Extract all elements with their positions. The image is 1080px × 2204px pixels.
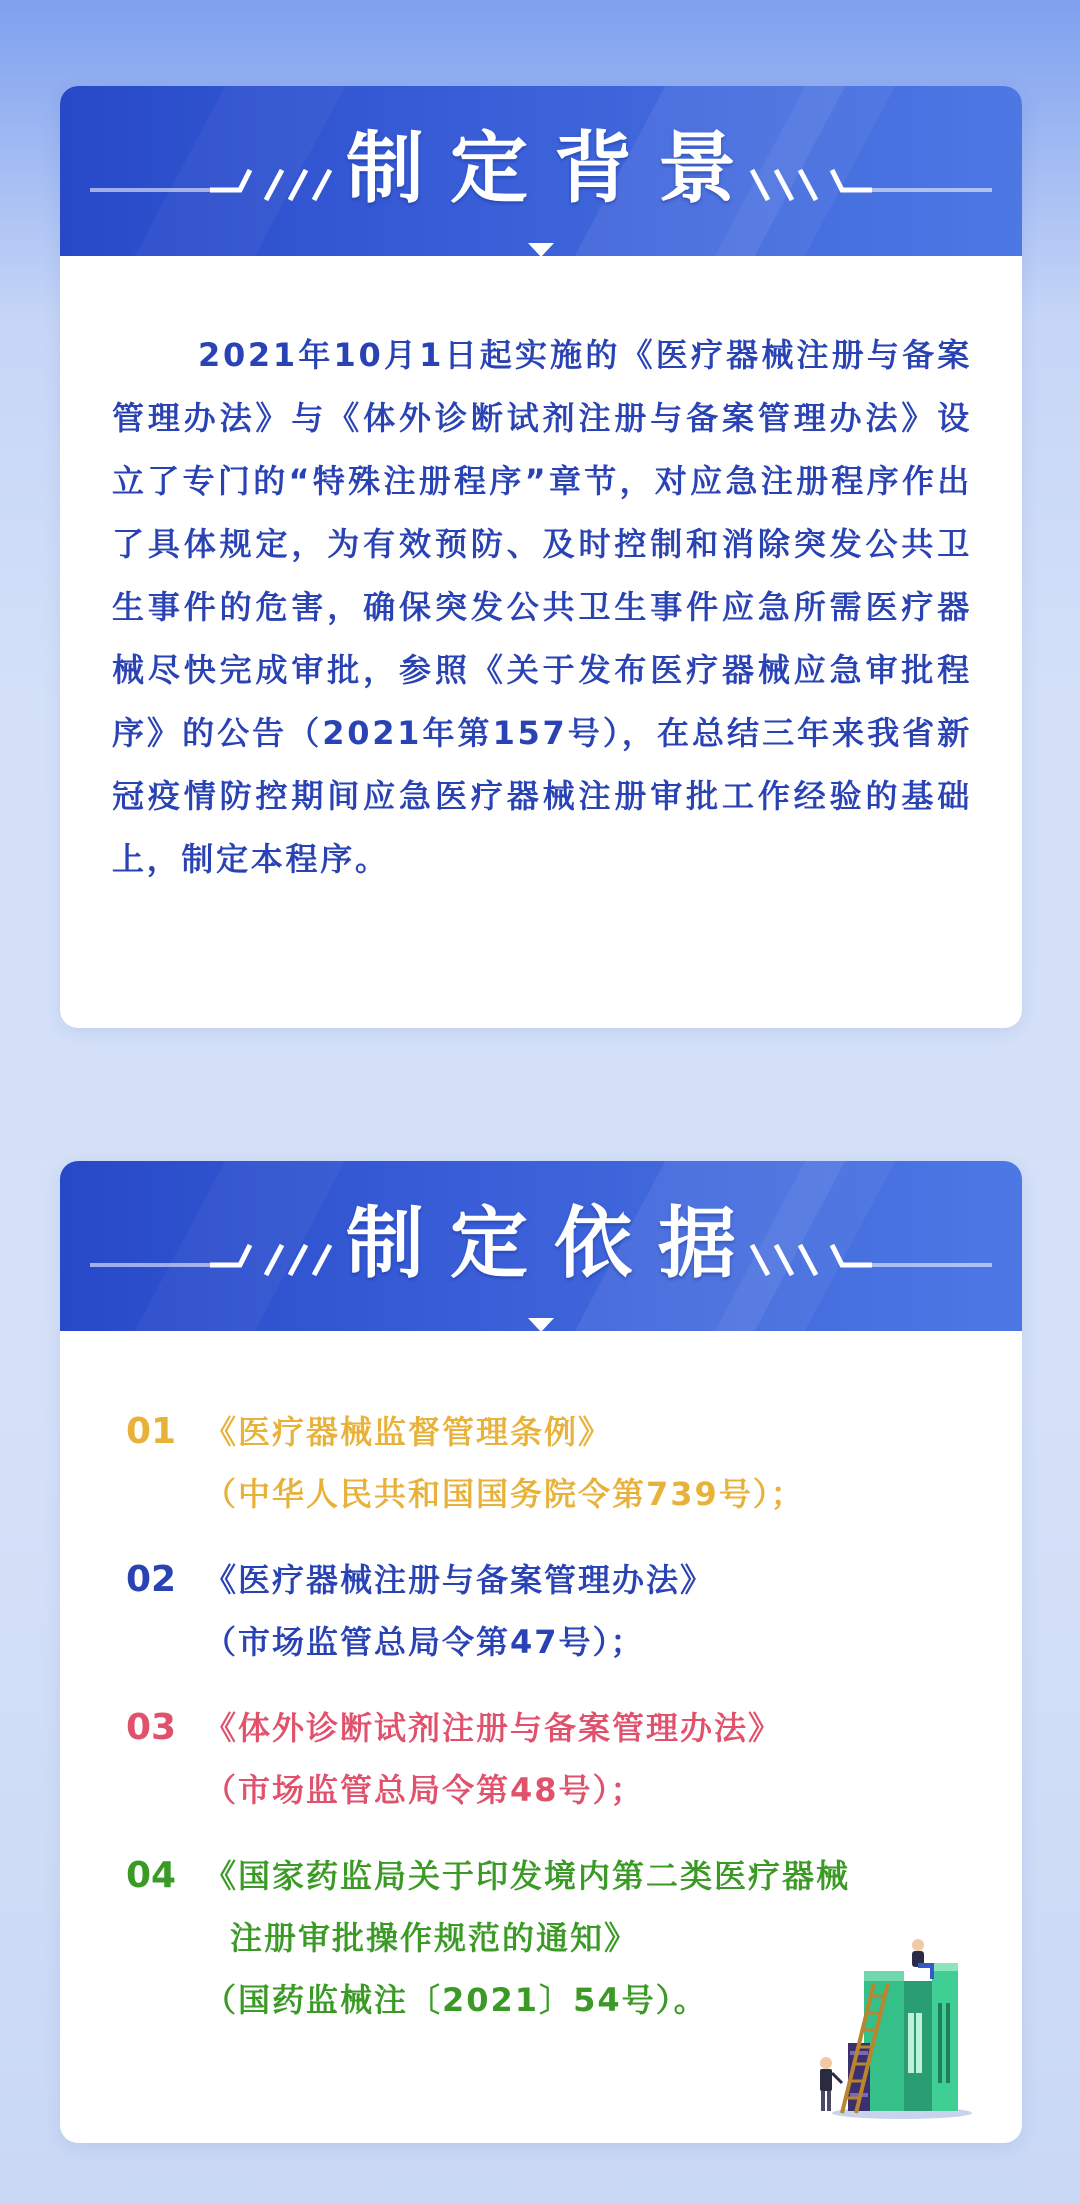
basis-item-number: 03 xyxy=(126,1707,177,1748)
basis-item-number: 01 xyxy=(126,1411,177,1452)
basis-item-source: （国药监械注〔2021〕54号）。 xyxy=(204,1981,708,2019)
basis-item-03 xyxy=(126,1697,1006,1821)
background-card-header xyxy=(60,86,1022,256)
header-pointer-triangle xyxy=(528,1318,554,1332)
basis-item-title: 《医疗器械注册与备案管理办法》 xyxy=(204,1561,715,1599)
basis-item-number: 02 xyxy=(126,1559,177,1600)
basis-item-source: （市场监管总局令第47号）； xyxy=(204,1623,645,1661)
background-paragraph: 2021年10月1日起实施的《医疗器械注册与备案管理办法》与《体外诊断试剂注册与备案管理办法》设立了专门的“特殊注册程序”章节，对应急注册程序作出了具体规定，为有效预防、及时控制和消除突发公共卫生事件的危害，确保突发公共卫生事件应急所需医疗器械尽快完成审批，参照《关于发布医疗器械应急审批程序》的公告（2021年第157号），在总结三年来我省新冠疫情防控期间应急医疗器械注册审批工作经验的基础上，制定本程序。 xyxy=(112,336,972,878)
basis-item-number: 04 xyxy=(126,1855,177,1896)
header-pointer-triangle xyxy=(528,243,554,257)
basis-item-title: 《国家药监局关于印发境内第二类医疗器械 xyxy=(204,1857,851,1895)
section-title-basis: 制定依据 xyxy=(345,1199,762,1289)
basis-item-source: （市场监管总局令第48号）； xyxy=(204,1771,645,1809)
section-title-background: 制定背景 xyxy=(345,124,762,214)
basis-item-01 xyxy=(126,1401,1006,1525)
basis-item-title: 《医疗器械监督管理条例》 xyxy=(204,1413,613,1451)
background-card xyxy=(60,86,1022,1028)
basis-card xyxy=(60,1161,1022,2143)
basis-item-source: （中华人民共和国国务院令第739号）； xyxy=(204,1475,805,1513)
basis-item-02 xyxy=(126,1549,1006,1673)
basis-card-header xyxy=(60,1161,1022,1331)
books-ladder-illustration-icon xyxy=(812,1923,982,2123)
basis-item-title-continued: 注册审批操作规范的通知》 xyxy=(230,1919,639,1957)
basis-item-title: 《体外诊断试剂注册与备案管理办法》 xyxy=(204,1709,783,1747)
